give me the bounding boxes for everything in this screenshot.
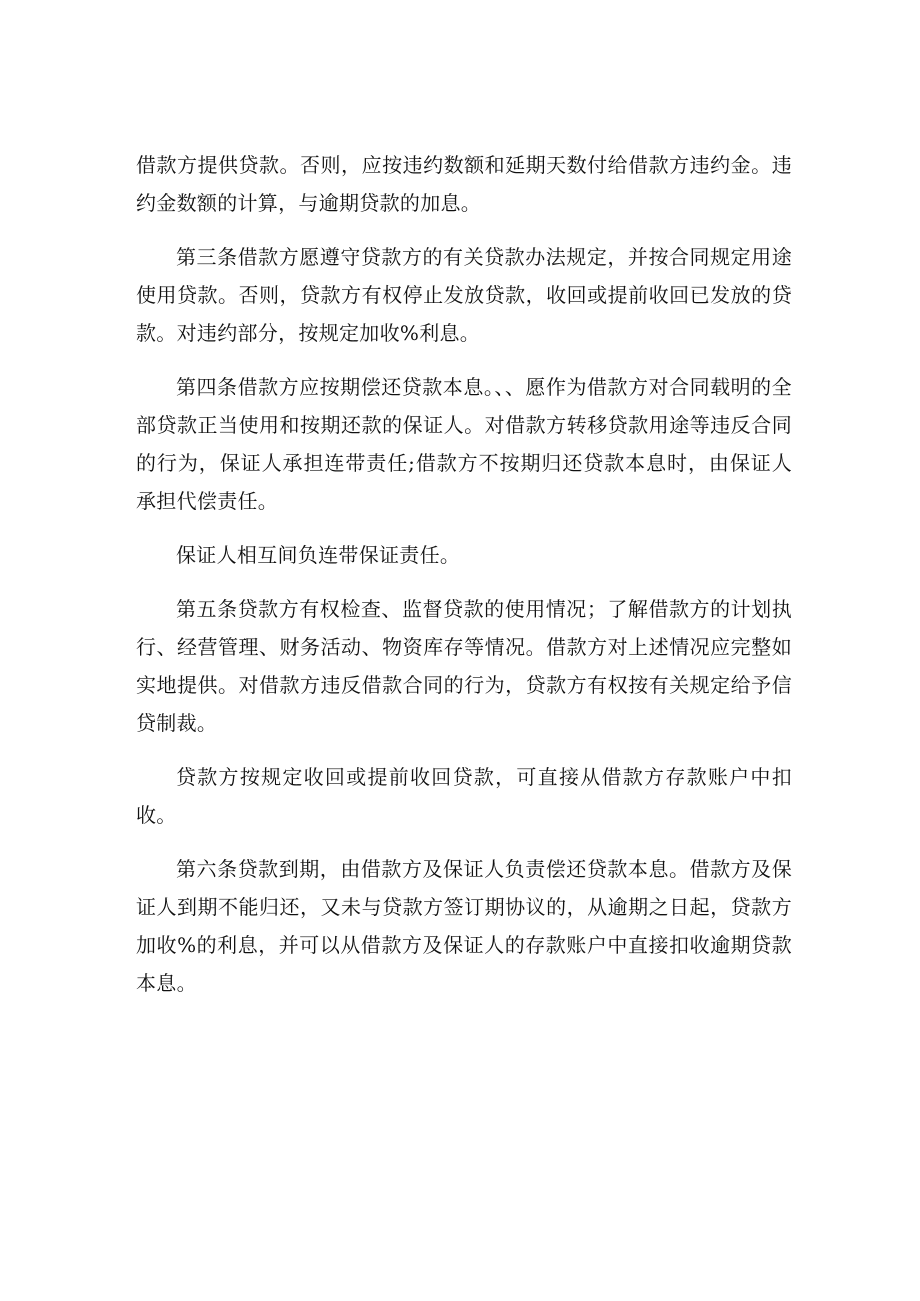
document-body [136,146,792,1002]
paragraph-article-5: 第五条贷款方有权检查、监督贷款的使用情况；了解借款方的计划执行、经营管理、财务活动、物资库存等情况。借款方对上述情况应完整如实地提供。对借款方违反借款合同的行为，贷款方有权按有关规定给予信贷制裁。 [136,597,792,735]
paragraph-article-3: 第三条借款方愿遵守贷款方的有关贷款办法规定，并按合同规定用途使用贷款。否则，贷款方有权停止发放贷款，收回或提前收回已发放的贷款。对违约部分，按规定加收%利息。 [136,245,792,345]
paragraph-continuation: 借款方提供贷款。否则，应按违约数额和延期天数付给借款方违约金。违约金数额的计算，与逾期贷款的加息。 [136,153,792,215]
paragraph-guarantor-liability: 保证人相互间负连带保证责任。 [176,543,461,567]
paragraph-deduction: 贷款方按规定收回或提前收回贷款，可直接从借款方存款账户中扣收。 [136,765,792,827]
paragraph-article-6: 第六条贷款到期，由借款方及保证人负责偿还贷款本息。借款方及保证人到期不能归还，又未与贷款方签订期协议的，从逾期之日起，贷款方加收%的利息，并可以从借款方及保证人的存款账户中直接扣收逾期贷款本息。 [136,857,792,995]
paragraph-article-4: 第四条借款方应按期偿还贷款本息。、、愿作为借款方对合同载明的全部贷款正当使用和按期还款的保证人。对借款方转移贷款用途等违反合同的行为，保证人承担连带责任;借款方不按期归还贷款本息时，由保证人承担代偿责任。 [136,375,792,513]
